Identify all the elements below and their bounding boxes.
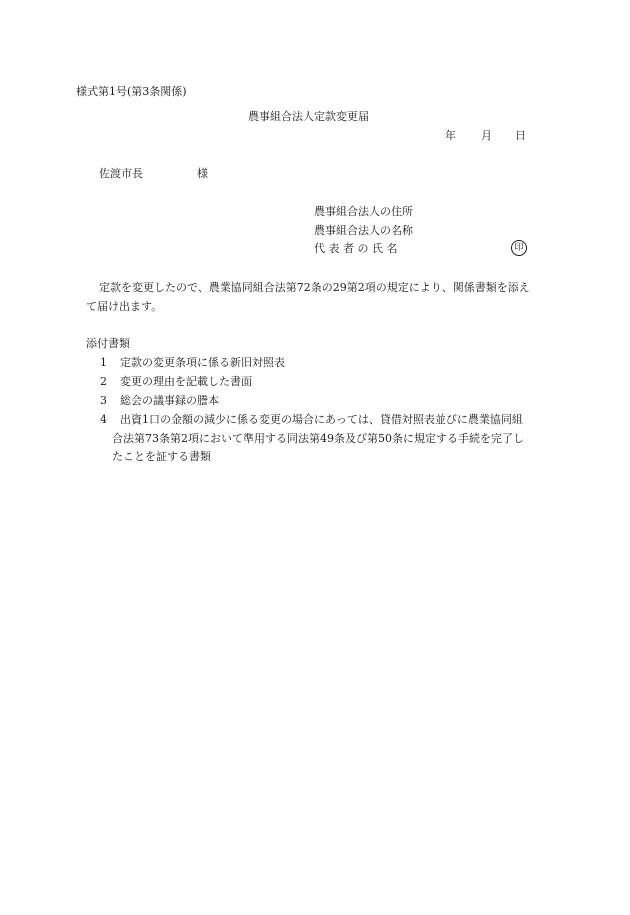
addressee-honorific: 様: [197, 167, 208, 180]
attachments-heading: 添付書類: [86, 337, 130, 350]
attachment-item: 変更の理由を記載した書面: [120, 375, 252, 388]
attachment-item: 総会の議事録の謄本: [120, 394, 219, 407]
form-number: 様式第1号(第3条関係): [76, 85, 187, 98]
attachment-item: 出資1口の金額の減少に係る変更の場合にあっては、貸借対照表並びに農業協同組: [120, 413, 523, 426]
date-month-label: 月: [481, 129, 492, 142]
applicant-name-label: 農事組合法人の名称: [314, 224, 413, 237]
applicant-representative-label: 代 表 者 の 氏 名: [314, 242, 398, 255]
document-title: 農事組合法人定款変更届: [248, 110, 369, 123]
attachment-item-continuation: 合法第73条第2項において準用する同法第49条及び第50条に規定する手続を完了し: [112, 432, 524, 445]
addressee-name: 佐渡市長: [99, 167, 143, 180]
attachment-item-continuation: たことを証する書類: [112, 450, 211, 463]
body-line: て届け出ます。: [86, 300, 163, 313]
attachment-number: 4: [100, 413, 107, 426]
attachment-number: 2: [100, 375, 107, 388]
attachment-number: 3: [100, 394, 107, 407]
applicant-address-label: 農事組合法人の住所: [314, 205, 413, 218]
body-line: 定款を変更したので、農業協同組合法第72条の29第2項の規定により、関係書類を添え: [99, 281, 530, 294]
date-year-label: 年: [445, 129, 456, 142]
seal-icon: 印: [511, 240, 527, 256]
date-day-label: 日: [515, 129, 526, 142]
attachment-item: 定款の変更条項に係る新旧対照表: [120, 356, 285, 369]
attachment-number: 1: [100, 356, 107, 369]
